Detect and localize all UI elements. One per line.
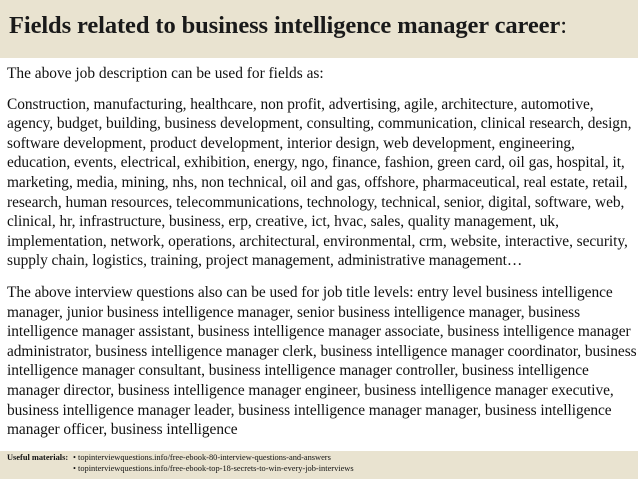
intro-paragraph: The above job description can be used for fields as: — [7, 65, 324, 82]
fields-paragraph: Construction, manufacturing, healthcare, non profit, advertising, agile, architecture, automotive, agency, budget, building, business development, consulting, communication, clinical research, design, software development, product development, interior design, web development, engineering, education, events, electrical, exhibition, energy, ngo, finance, fashion, green card, oil gas, hospital, it, marketing, media, mining, nhs, non technical, oil and gas, offshore, pharmaceutical, real estate, retail, research, human resources, telecommunications, technology, technical, senior, digital, software, web, clinical, hr, infrastructure, business, erp, creative, ict, hvac, sales, quality management, uk, implementation, network, operations, architectural, environmental, crm, website, interactive, security, supply chain, logistics, training, project management, administrative management… — [7, 95, 632, 270]
job-levels-paragraph: The above interview questions also can be used for job title levels: entry level business intelligence manager, junior business intelligence manager, senior business intelligence manager, business intelligence manager assistant, business intelligence manager associate, business intelligence manager administrator, business intelligence manager clerk, business intelligence manager coordinator, business intelligence manager consultant, business intelligence manager controller, business intelligence manager director, business intelligence manager engineer, business intelligence manager executive, business intelligence manager leader, business intelligence manager manager, business intelligence manager officer, business intelligence — [7, 283, 637, 439]
page-title — [9, 12, 638, 40]
title-bar — [0, 0, 638, 58]
footer-label: Useful materials: — [7, 453, 69, 462]
footer-row-1 — [7, 453, 638, 464]
footer-link-2[interactable]: • topinterviewquestions.info/free-ebook-top-18-secrets-to-win-every-job-interviews — [73, 463, 354, 473]
page-title-text: Fields related to business intelligence manager career — [9, 12, 561, 39]
footer-link-1[interactable]: • topinterviewquestions.info/free-ebook-80-interview-questions-and-answers — [73, 453, 331, 462]
page-title-colon: : — [560, 12, 567, 39]
footer-row-2 — [7, 464, 638, 475]
footer — [0, 451, 638, 479]
main-content — [7, 62, 637, 440]
